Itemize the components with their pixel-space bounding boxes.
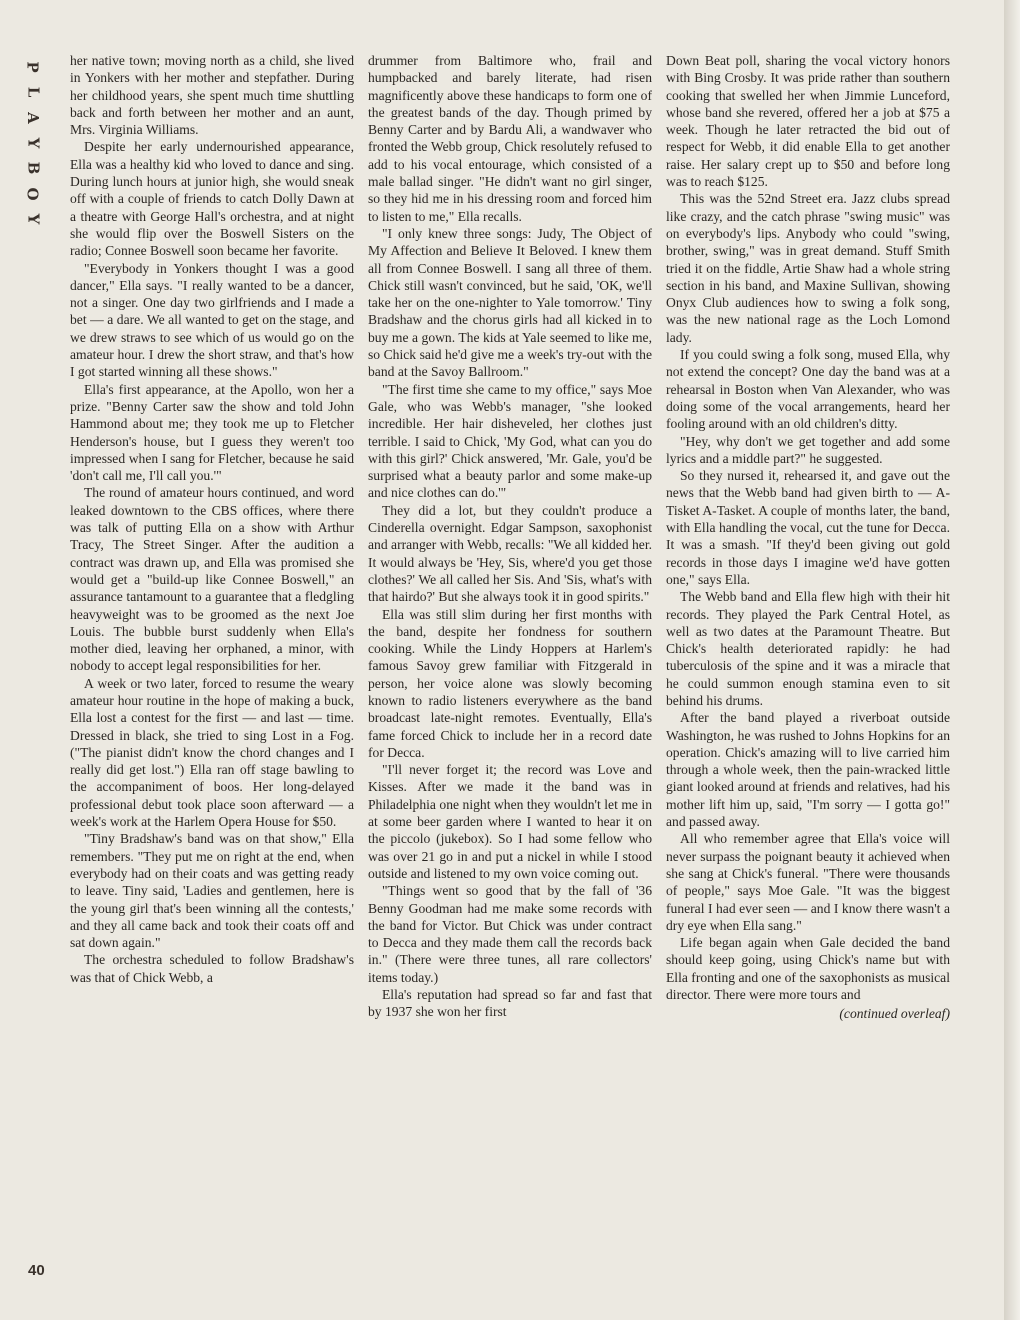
paragraph: "I only knew three songs: Judy, The Object of My Affection and Believe It Beloved. I knew them all from Connee Boswell. I sang all three of them. Chick still wasn't convinced, but he said, 'OK, we'll take her on the one-nighter to Yale tomorrow.' Tiny Bradshaw and the chorus girls had all kicked in to buy me a gown. The kids at Yale seemed to like me, so Chick said he'd give me a week's try-out with the band at the Savoy Ballroom." <box>368 225 652 380</box>
paragraph: "Hey, why don't we get together and add some lyrics and a middle part?" he suggested. <box>666 433 950 466</box>
paragraph: Ella was still slim during her first months with the band, despite her fondness for southern cooking. While the Lindy Hoppers at Harlem's famous Savoy grew familiar with Fitzgerald in person, her voice alone was slowly becoming known to radio listeners everywhere as the band broadcast late-night remotes. Eventually, Ella's fame forced Chick to include her in a record date for Decca. <box>368 606 652 760</box>
masthead-letter: L <box>23 87 42 98</box>
paragraph: Ella's reputation had spread so far and fast that by 1937 she won her first <box>368 987 652 1020</box>
paragraph: They did a lot, but they couldn't produce a Cinderella overnight. Edgar Sampson, saxophonist and arranger with Webb, recalls: "We all kidded her. It would always be 'Hey, Sis, where'd you get those clothes?' We all called her Sis. And 'Sis, what's with that hairdo?' But she always took it in good spirits." <box>368 502 652 605</box>
paragraph: Despite her early undernourished appearance, Ella was a healthy kid who loved to dance and sing. During lunch hours at junior high, she would sneak off with a couple of friends to catch Dolly Dawn at a theatre with George Hall's orchestra, and at night she would flip over the Boswell Sisters on the radio; Connee Boswell soon became her favorite. <box>70 139 354 259</box>
continued-note: (continued overleaf) <box>839 1006 950 1022</box>
paragraph: After the band played a riverboat outside Washington, he was rushed to Johns Hopkins for an operation. Chick's amazing will to live carried him through a whole week, then the pain-wracked little giant looked around at friends and relatives, had his mother lift him up, said, "I'm sorry — I gotta go!" and passed away. <box>666 710 950 830</box>
masthead-letter: Y <box>24 137 42 149</box>
paragraph: All who remember agree that Ella's voice will never surpass the poignant beauty it achieved when she sang at Chick's funeral. "There were thousands of people," says Moe Gale. "It was the biggest funeral I had ever seen — and I know there wasn't a dry eye when Ella sang." <box>666 831 950 933</box>
masthead-letter: B <box>24 161 42 175</box>
page-number: 40 <box>28 1262 45 1279</box>
paragraph: Ella's first appearance, at the Apollo, won her a prize. "Benny Carter saw the show and told John Hammond about me; they took me up to Fletcher Henderson's house, but I guess they weren't too impressed when I sang for Fletcher, because he said 'don't call me, I'll call you.'" <box>70 381 354 484</box>
paragraph: This was the 52nd Street era. Jazz clubs spread like crazy, and the catch phrase "swing music" was on everybody's lips. Anybody who could "swing, brother, swing," was in great demand. Stuff Smith tried it on the fiddle, Artie Shaw had a whole string section in his band, and Maxine Sullivan, showing Onyx Club audiences how to swing a folk song, was the new national rage as the Loch Lomond lady. <box>666 191 950 345</box>
paragraph: Down Beat poll, sharing the vocal victory honors with Bing Crosby. It was pride rather than southern cooking that swelled her when Jimmie Lunceford, whose band she revered, offered her a job at $75 a week. Though he later retracted the bid out of respect for Webb, it did enable Ella to get another raise. Her salary crept up to $50 and before long was to reach $125. <box>666 53 950 190</box>
paragraph: "Things went so good that by the fall of '36 Benny Goodman had me make some records with the band for Victor. But Chick was under contract to Decca and they made them call the records back in." (There were three tunes, all rare collectors' items today.) <box>368 883 652 985</box>
masthead-letter: Y <box>24 213 42 225</box>
masthead-letter: A <box>23 111 42 124</box>
text-column-2 <box>368 52 652 1284</box>
paragraph: her native town; moving north as a child, she lived in Yonkers with her mother and stepfather. During her childhood years, she spent much time shuttling back and forth between her mother and an aunt, Mrs. Virginia Williams. <box>70 53 354 138</box>
paragraph: Life began again when Gale decided the band should keep going, using Chick's name but with Ella fronting and one of the saxophonists as musical director. There were more tours and <box>666 935 950 1003</box>
text-column-3 <box>666 52 950 1284</box>
paragraph: A week or two later, forced to resume the weary amateur hour routine in the hope of making a buck, Ella lost a contest for the first — and last — time. Dressed in black, she tried to sing Lost in a Fog. ("The pianist didn't know the chord changes and I really did get lost.") Ella ran off stage bawling to the accompaniment of boos. Her long-delayed professional debut took place soon afterward — a week's work at the Harlem Opera House for $50. <box>70 675 354 830</box>
paragraph: If you could swing a folk song, mused Ella, why not extend the concept? One day the band was at a rehearsal in Boston when Van Alexander, who was doing some of the vocal arrangements, heard her fooling around with an old children's ditty. <box>666 347 950 432</box>
paragraph: drummer from Baltimore who, frail and humpbacked and barely literate, had risen magnificently above these handicaps to form one of the greatest bands of the day. Though primed by Benny Carter and by Bardu Ali, a wandwaver who fronted the Webb group, Chick resolutely refused to add to his vocal entourage, which consisted of a male ballad singer. "He didn't want no girl singer, so they hid me in his dressing room and forced him to listen to me," Ella recalls. <box>368 53 652 224</box>
masthead-letter: P <box>24 61 42 73</box>
paragraph: "Tiny Bradshaw's band was on that show," Ella remembers. "They put me on right at the end, when everybody had on their coats and was getting ready to leave. Tiny said, 'Ladies and gentlemen, here is the young girl that's been winning all the contests,' and they all came back and took their coats off and sat down again." <box>70 831 354 951</box>
paragraph: "I'll never forget it; the record was Love and Kisses. After we made it the band was in Philadelphia one night when they wouldn't let me in at some beer garden where I wanted to hear it on the piccolo (jukebox). So I had some fellow who was over 21 go in and put a nickel in while I stood outside and listened to my own voice coming out. <box>368 762 652 881</box>
paragraph: The orchestra scheduled to follow Bradshaw's was that of Chick Webb, a <box>70 952 354 985</box>
masthead-letter: O <box>23 187 42 201</box>
vertical-masthead <box>24 58 42 228</box>
paragraph: "Everybody in Yonkers thought I was a good dancer," Ella says. "I really wanted to be a dancer, not a singer. One day two girlfriends and I made a bet — a dare. We all wanted to get on the stage, and we drew straws to see which of us would go on the amateur hour. I drew the short straw, and that's how I got started winning all these shows." <box>70 260 354 380</box>
paragraph: The Webb band and Ella flew high with their hit records. They played the Park Central Hotel, as well as two dates at the Paramount Theatre. But Chick's health deteriorated rapidly: he had tuberculosis of the spine and it was a miracle that he could summon enough stamina even to sit behind his drums. <box>666 589 950 708</box>
paragraph: "The first time she came to my office," says Moe Gale, who was Webb's manager, "she looked incredible. Her hair disheveled, her clothes just terrible. I said to Chick, 'My God, what can you do with this girl?' Chick answered, 'Mr. Gale, you'd be surprised what a beauty parlor and some make-up and nice clothes can do.'" <box>368 381 652 501</box>
paragraph: The round of amateur hours continued, and word leaked downtown to the CBS offices, where there was talk of putting Ella on a show with Arthur Tracy, The Street Singer. After the audition a contract was drawn up, and Ella was promised she would get a "build-up like Connee Boswell," an assurance tantamount to a guarantee that a fledgling heavyweight was to be groomed as the next Joe Louis. The bubble burst suddenly when Ella's mother died, leaving her orphaned, a minor, with nobody to accept legal responsibilities for her. <box>70 485 354 674</box>
page-edge <box>1004 0 1020 1320</box>
paragraph: So they nursed it, rehearsed it, and gave out the news that the Webb band had given birth to — A-Tisket A-Tasket. A couple of months later, the band, with Ella handling the vocal, cut the tune for Decca. It was a smash. "If they'd been giving out gold records in those days I imagine we'd have gotten one," says Ella. <box>666 468 950 587</box>
text-column-1 <box>70 52 354 1284</box>
